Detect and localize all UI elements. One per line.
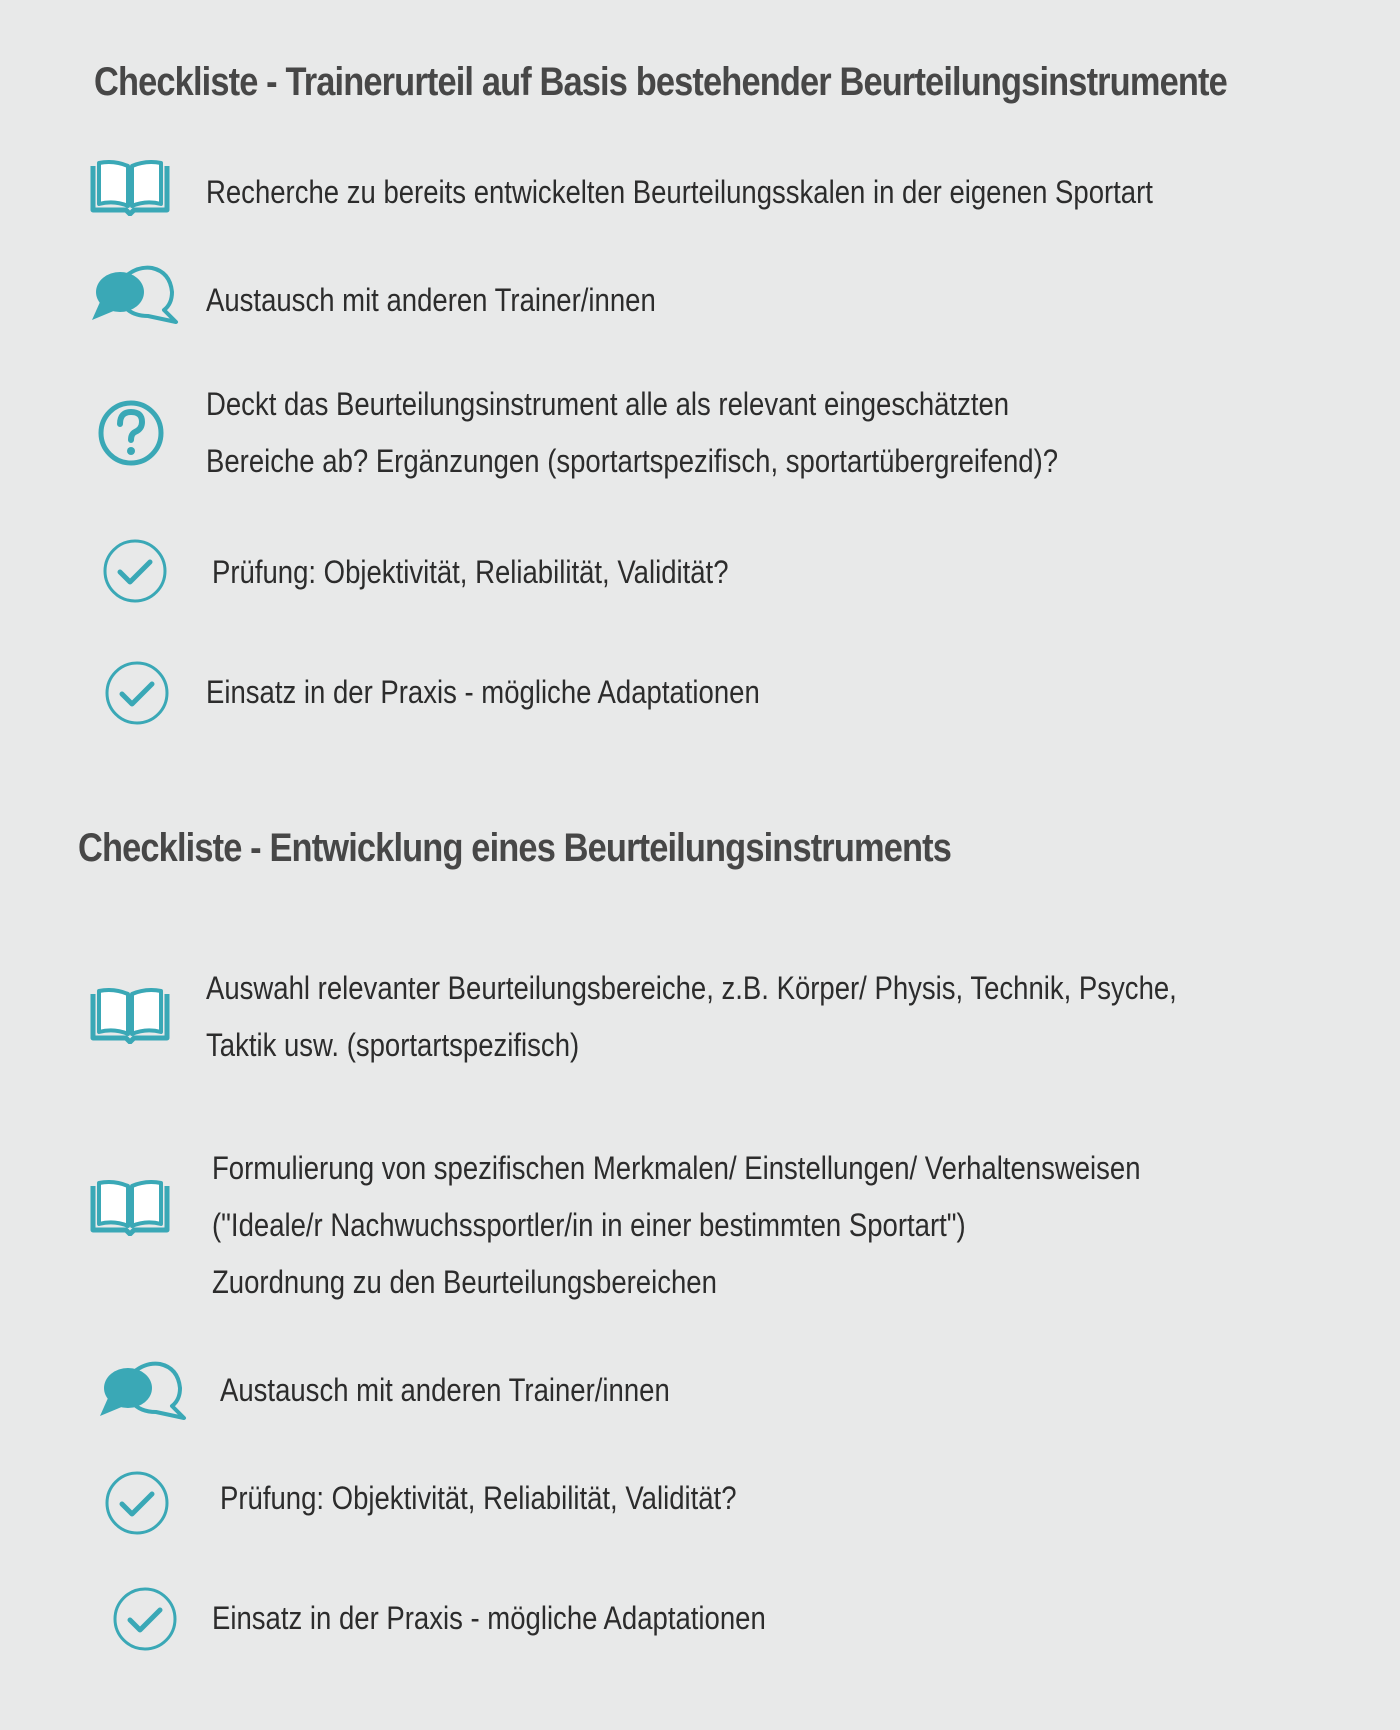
item-text: Austausch mit anderen Trainer/innen xyxy=(220,1372,670,1408)
section1-title: Checkliste - Trainerurteil auf Basis bestehender Beurteilungsinstrumente xyxy=(94,60,1227,104)
check-circle-icon xyxy=(104,1470,170,1536)
item-text: Formulierung von spezifischen Merkmalen/ Einstellungen/ Verhaltensweisen ("Ideale/r Nachwuchssportler/in in einer bestimmten Sportart") Zuordnung zu den Beurteilungsbereichen xyxy=(212,1150,1141,1300)
speech-bubbles-icon xyxy=(98,1360,188,1420)
item-text: Einsatz in der Praxis - mögliche Adaptationen xyxy=(212,1600,766,1636)
item-text: Recherche zu bereits entwickelten Beurteilungsskalen in der eigenen Sportart xyxy=(206,174,1153,210)
item-text: Prüfung: Objektivität, Reliabilität, Validität? xyxy=(212,554,729,590)
item-text: Prüfung: Objektivität, Reliabilität, Validität? xyxy=(220,1480,737,1516)
item-text: Auswahl relevanter Beurteilungsbereiche, z.B. Körper/ Physis, Technik, Psyche, Taktik usw. (sportartspezifisch) xyxy=(206,970,1177,1063)
check-circle-icon xyxy=(102,538,168,604)
book-icon xyxy=(90,988,170,1044)
item-text: Einsatz in der Praxis - mögliche Adaptationen xyxy=(206,674,760,710)
speech-bubbles-icon xyxy=(90,264,180,324)
book-icon xyxy=(90,1180,170,1236)
check-circle-icon xyxy=(112,1586,178,1652)
section2-title: Checkliste - Entwicklung eines Beurteilungsinstruments xyxy=(78,826,952,870)
question-circle-icon xyxy=(96,398,166,468)
check-circle-icon xyxy=(104,660,170,726)
item-text: Deckt das Beurteilungsinstrument alle als relevant eingeschätzten Bereiche ab? Ergänzungen (sportartspezifisch, sportartübergreifend)? xyxy=(206,386,1059,479)
book-icon xyxy=(90,160,170,216)
item-text: Austausch mit anderen Trainer/innen xyxy=(206,282,656,318)
